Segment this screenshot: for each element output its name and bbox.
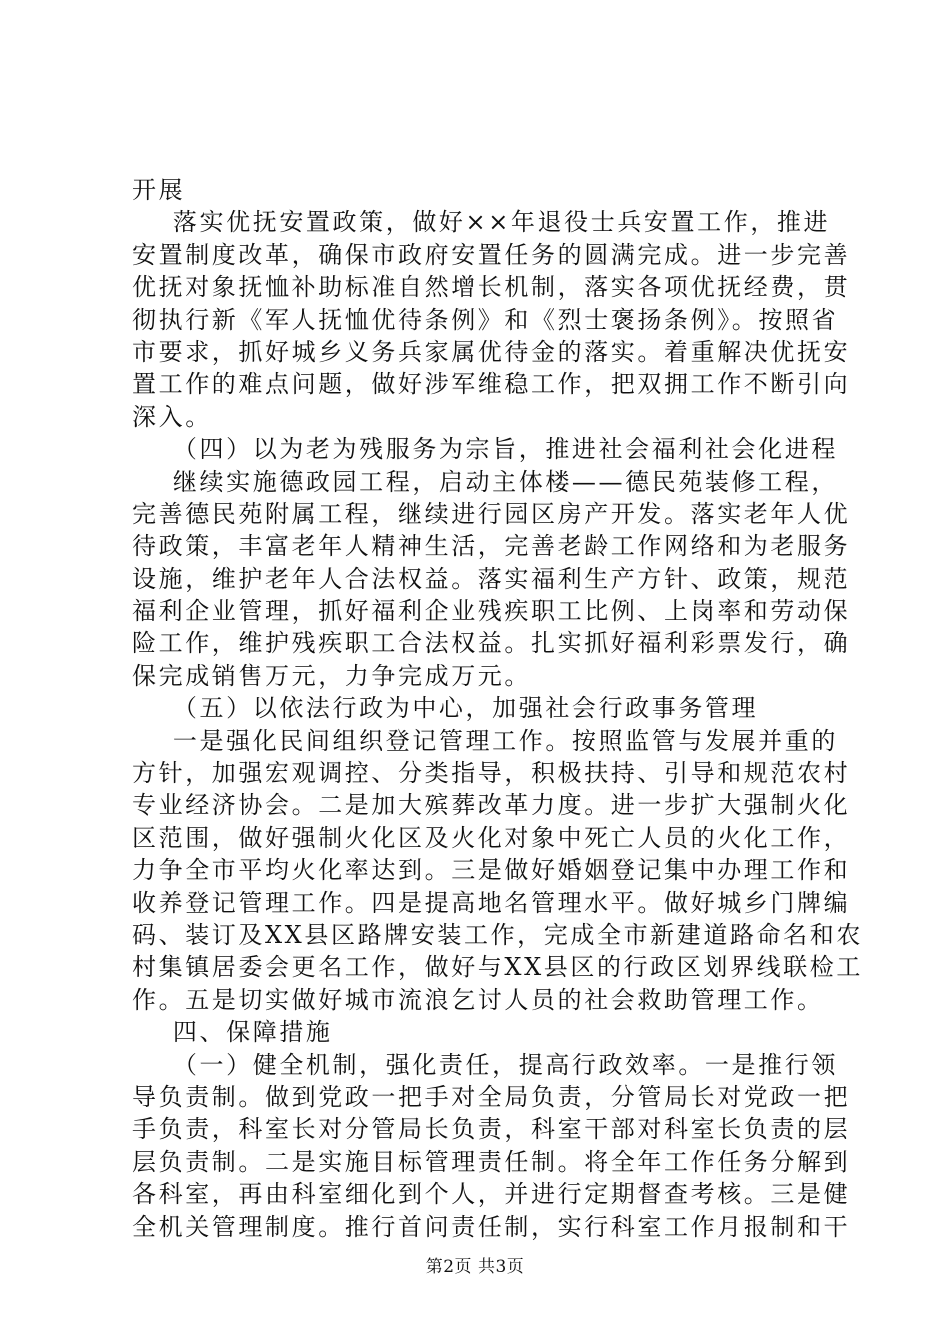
text-line: 村集镇居委会更名工作，做好与XX县区的行政区划界线联检工 (132, 953, 863, 982)
document-body (132, 174, 863, 1243)
text-line: 作。五是切实做好城市流浪乞讨人员的社会救助管理工作。 (132, 985, 824, 1014)
text-line: 优抚对象抚恤补助标准自然增长机制，落实各项优抚经费，贯 (132, 273, 851, 302)
text-line: 福利企业管理，抓好福利企业残疾职工比例、上岗率和劳动保 (132, 597, 851, 626)
text-line: 开展 (132, 176, 186, 204)
text-line: 市要求，抓好城乡义务兵家属优待金的落实。着重解决优抚安 (132, 337, 851, 366)
text-line: 安置制度改革，确保市政府安置任务的圆满完成。进一步完善 (132, 240, 851, 269)
text-line: 一是强化民间组织登记管理工作。按照监管与发展并重的 (132, 726, 838, 755)
text-line: 落实优抚安置政策，做好××年退役士兵安置工作，推进 (132, 208, 831, 237)
text-line: 导负责制。做到党政一把手对全局负责，分管局长对党政一把 (132, 1082, 851, 1111)
text-line: （四）以为老为残服务为宗旨，推进社会福利社会化进程 (132, 435, 838, 464)
text-line: 险工作，维护残疾职工合法权益。扎实抓好福利彩票发行，确 (132, 629, 851, 658)
text-line: 各科室，再由科室细化到个人，并进行定期督查考核。三是健 (132, 1180, 851, 1209)
text-line: 彻执行新《军人抚恤优待条例》和《烈士褒扬条例》。按照省 (132, 305, 839, 334)
text-line: 完善德民苑附属工程，继续进行园区房产开发。落实老年人优 (132, 499, 851, 528)
text-line: 四、保障措施 (132, 1018, 333, 1047)
text-line: 专业经济协会。二是加大殡葬改革力度。进一步扩大强制火化 (132, 791, 851, 820)
text-line: （一）健全机制，强化责任，提高行政效率。一是推行领 (132, 1050, 838, 1079)
text-line: 设施，维护老年人合法权益。落实福利生产方针、政策，规范 (132, 564, 851, 593)
text-line: 手负责，科室长对分管局长负责，科室干部对科室长负责的层 (132, 1115, 851, 1144)
text-line: （五）以依法行政为中心，加强社会行政事务管理 (132, 694, 759, 723)
text-line: 力争全市平均火化率达到。三是做好婚姻登记集中办理工作和 (132, 856, 851, 885)
text-line: 方针，加强宏观调控、分类指导，积极扶持、引导和规范农村 (132, 759, 851, 788)
text-line: 收养登记管理工作。四是提高地名管理水平。做好城乡门牌编 (132, 888, 851, 917)
text-line: 层负责制。二是实施目标管理责任制。将全年工作任务分解到 (132, 1147, 851, 1176)
text-line: 继续实施德政园工程，启动主体楼——德民苑装修工程， (132, 467, 838, 496)
page-footer: 第2页 共3页 (425, 1257, 525, 1277)
text-line: 全机关管理制度。推行首问责任制，实行科室工作月报制和干 (132, 1212, 851, 1241)
text-line: 置工作的难点问题，做好涉军维稳工作，把双拥工作不断引向 (132, 370, 851, 399)
text-line: 保完成销售万元，力争完成万元。 (132, 661, 531, 690)
text-line: 深入。 (132, 402, 212, 431)
text-line: 码、装订及XX县区路牌安装工作，完成全市新建道路命名和农 (132, 920, 863, 949)
text-line: 区范围，做好强制火化区及火化对象中死亡人员的火化工作， (132, 823, 851, 852)
text-line: 待政策，丰富老年人精神生活，完善老龄工作网络和为老服务 (132, 532, 851, 561)
